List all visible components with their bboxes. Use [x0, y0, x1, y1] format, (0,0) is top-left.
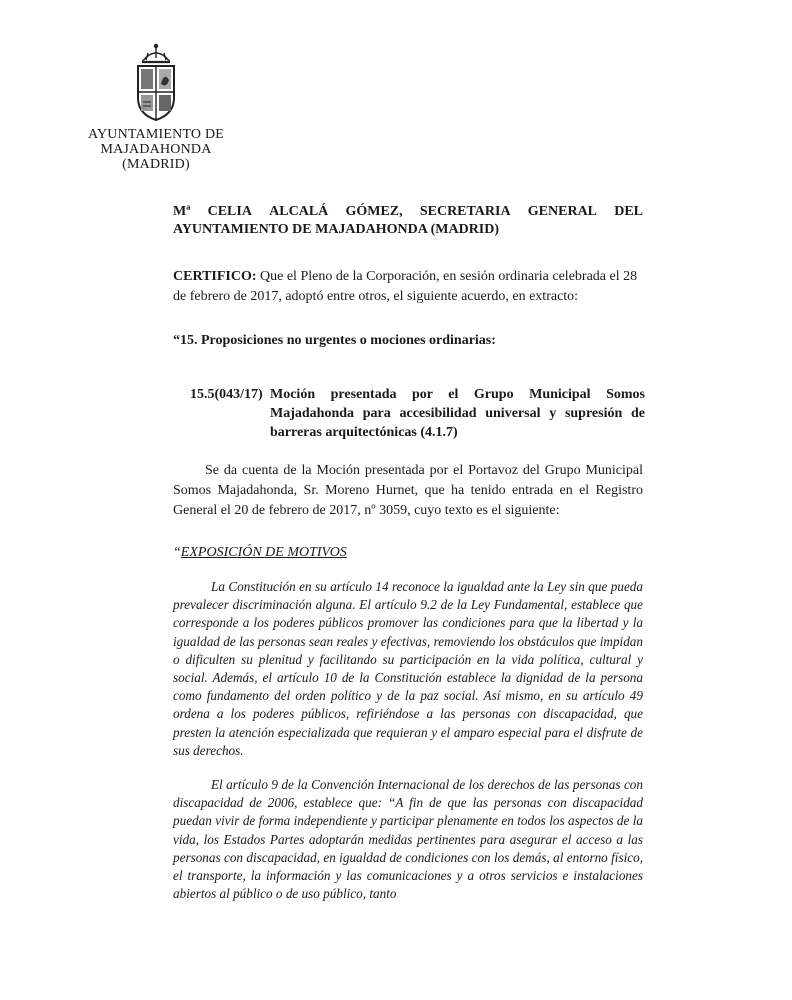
entity-line-1: AYUNTAMIENTO DE [87, 127, 225, 142]
heading-word: CELIA [207, 204, 252, 219]
heading-line-2: AYUNTAMIENTO DE MAJADAHONDA (MADRID) [173, 222, 500, 237]
certifico-text: Que el Pleno de la Corporación, en sesión ordinaria celebrada el 28 de febrero de 2017, adoptó entre otros, el siguiente acuerdo, en extracto: [173, 269, 638, 304]
heading-word: DEL [614, 204, 643, 219]
intro-text: Se da cuenta de la Moción presentada por el Portavoz del Grupo Municipal Somos Majadahonda, Sr. Moreno Hurnet, que ha tenido entrada en el Registro General el 20 de febrero de 2017, nº 3059, cuyo texto es el siguiente: [173, 463, 643, 518]
heading-word: Mª [173, 204, 191, 219]
certification-paragraph [173, 267, 643, 307]
coat-of-arms-logo [128, 40, 184, 124]
heading-word: GÓMEZ, [345, 204, 403, 219]
exposicion-heading [173, 545, 347, 561]
motion-number: 15.5(043/17) [190, 387, 263, 402]
entity-line-2: MAJADAHONDA [100, 142, 212, 157]
heading-line-1 [173, 203, 643, 221]
secretary-heading [173, 203, 643, 239]
entity-line-3: (MADRID) [122, 157, 190, 172]
paragraph-text: La Constitución en su artículo 14 reconoce la igualdad ante la Ley sin que pueda prevalecer discriminación alguna. El artículo 9.2 de la Ley Fundamental, establece que corresponde a los poderes públicos promover las condiciones para que la libertad y la igualdad de las personas sean reales y efectivas, removiendo los obstáculos que impidan o dificulten su plenitud y facilitando su participación en la vida política, cultural y social. Además, el artículo 10 de la Constitución establece la dignidad de la persona como fundamento del orden político y de la paz social. Así mismo, en su artículo 49 ordena a los poderes públicos, refiriéndose a las personas con discapacidad, que presten la atención especializada que requieran y el amparo especial para el disfrute de sus derechos. [173, 579, 643, 758]
exposicion-title: EXPOSICIÓN DE MOTIVOS [180, 545, 347, 560]
motives-paragraph-1 [173, 578, 643, 760]
certifico-label: CERTIFICO: [173, 269, 257, 284]
intro-paragraph [173, 461, 643, 521]
opening-quote: “ [173, 545, 181, 560]
motion-block [190, 385, 645, 442]
paragraph-text: El artículo 9 de la Convención Internacional de los derechos de las personas con discapacidad de 2006, establece que: “A fin de que las personas con discapacidad puedan vivir de forma independiente y participar plenamente en todos los aspectos de la vida, los Estados Partes adoptarán medidas pertinentes para asegurar el acceso a las personas con discapacidad, en igualdad de condiciones con los demás, al entorno físico, el transporte, la información y las comunicaciones y a otros servicios e instalaciones abiertos al público o de uso público, tanto [173, 777, 643, 902]
municipality-header [80, 127, 232, 172]
motives-paragraph-2 [173, 776, 643, 903]
motion-title: Moción presentada por el Grupo Municipal Somos Majadahonda para accesibilidad universal y supresión de barreras arquitectónicas (4.1.7) [270, 387, 645, 440]
section-title: “15. Proposiciones no urgentes o mociones ordinarias: [173, 333, 496, 348]
heading-word: GENERAL [527, 204, 598, 219]
heading-word: ALCALÁ [269, 204, 329, 219]
heading-word: SECRETARIA [419, 204, 511, 219]
